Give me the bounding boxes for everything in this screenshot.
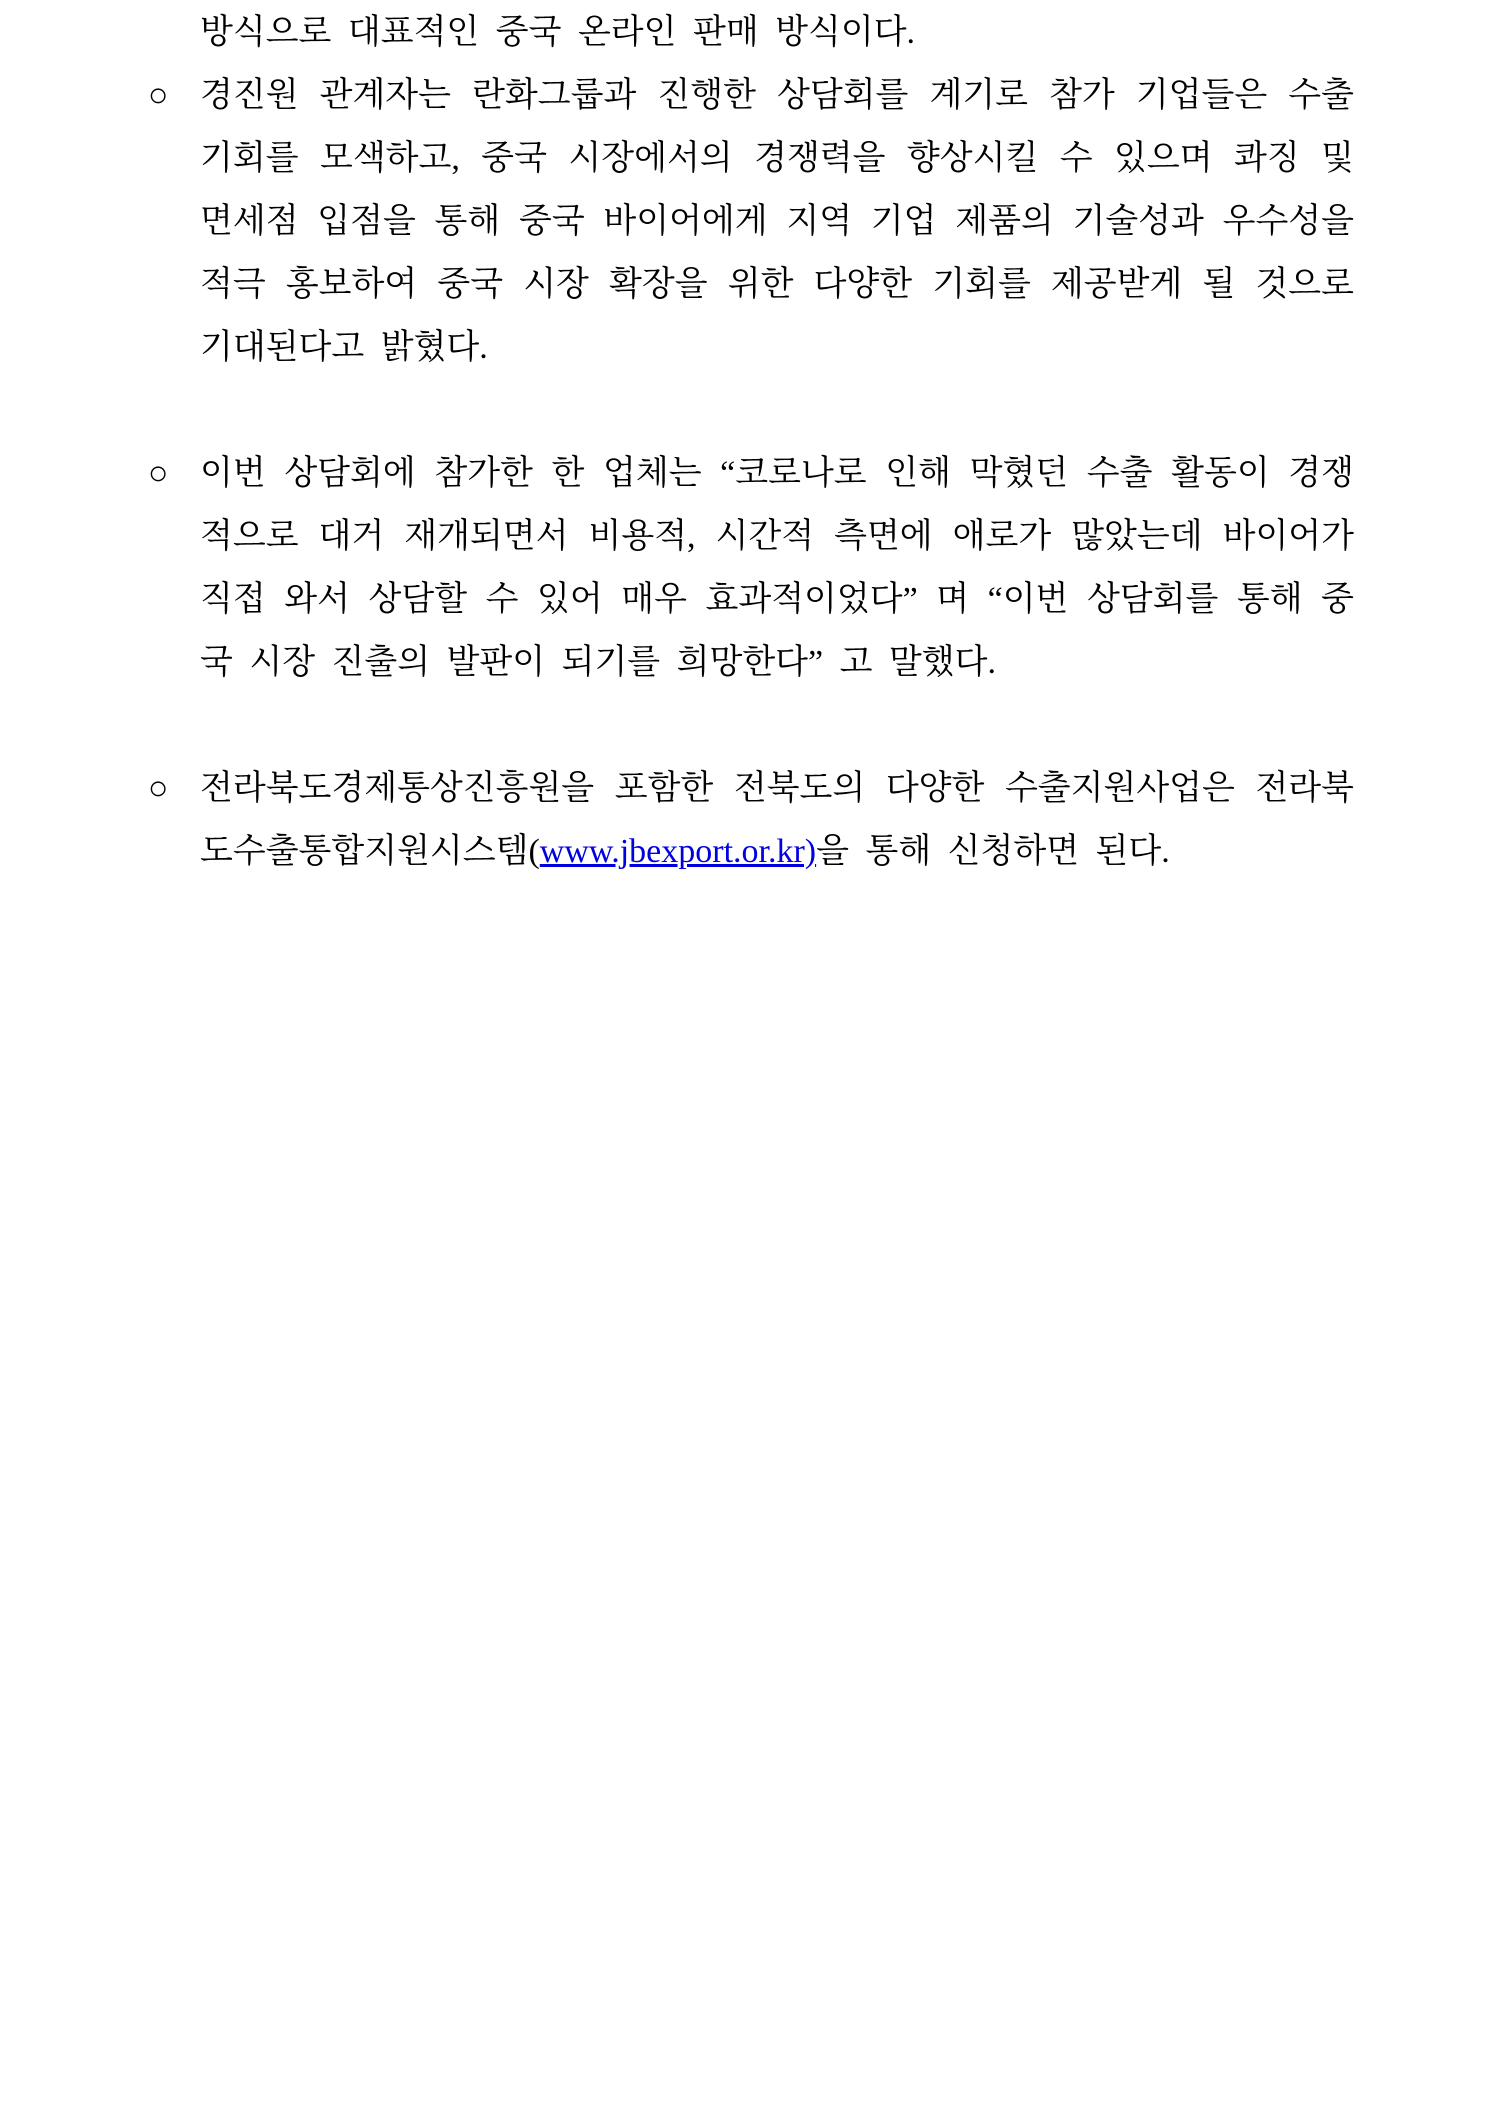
bullet-item xyxy=(148,757,1354,883)
bullet-item xyxy=(148,64,1354,379)
bullet-marker: ○ xyxy=(148,455,169,492)
bullet-text-after-link: 을 통해 신청하면 된다. xyxy=(816,833,1170,870)
bullet-text: 이번 상담회에 참가한 한 업체는 “코로나로 인해 막혔던 수출 활동이 경쟁적으로 대거 재개되면서 비용적, 시간적 측면에 애로가 많았는데 바이어가 직접 와서 상담할 수 있어 매우 효과적이었다” 며 “이번 상담회를 통해 중국 시장 진출의 발판이 되기를 희망한다” 고 말했다. xyxy=(200,455,1354,681)
bullet-item xyxy=(148,442,1354,694)
paragraph-continuation: 방식으로 대표적인 중국 온라인 판매 방식이다. xyxy=(200,14,916,51)
jbexport-hyperlink[interactable]: www.jbexport.or.kr) xyxy=(539,833,817,870)
bullet-marker: ○ xyxy=(148,770,169,807)
bullet-text: 경진원 관계자는 란화그룹과 진행한 상담회를 계기로 참가 기업들은 수출 기회를 모색하고, 중국 시장에서의 경쟁력을 향상시킬 수 있으며 콰징 및 면세점 입점을 통해 중국 바이어에게 지역 기업 제품의 기술성과 우수성을 적극 홍보하여 중국 시장 확장을 위한 다양한 기회를 제공받게 될 것으로 기대된다고 밝혔다. xyxy=(200,77,1354,366)
bullet-marker: ○ xyxy=(148,77,169,114)
bullet-text-before-link: 전라북도경제통상진흥원을 포함한 전북도의 다양한 수출지원사업은 전라북도수출통합지원시스템( xyxy=(200,770,1354,870)
bullet-text xyxy=(200,757,1354,883)
